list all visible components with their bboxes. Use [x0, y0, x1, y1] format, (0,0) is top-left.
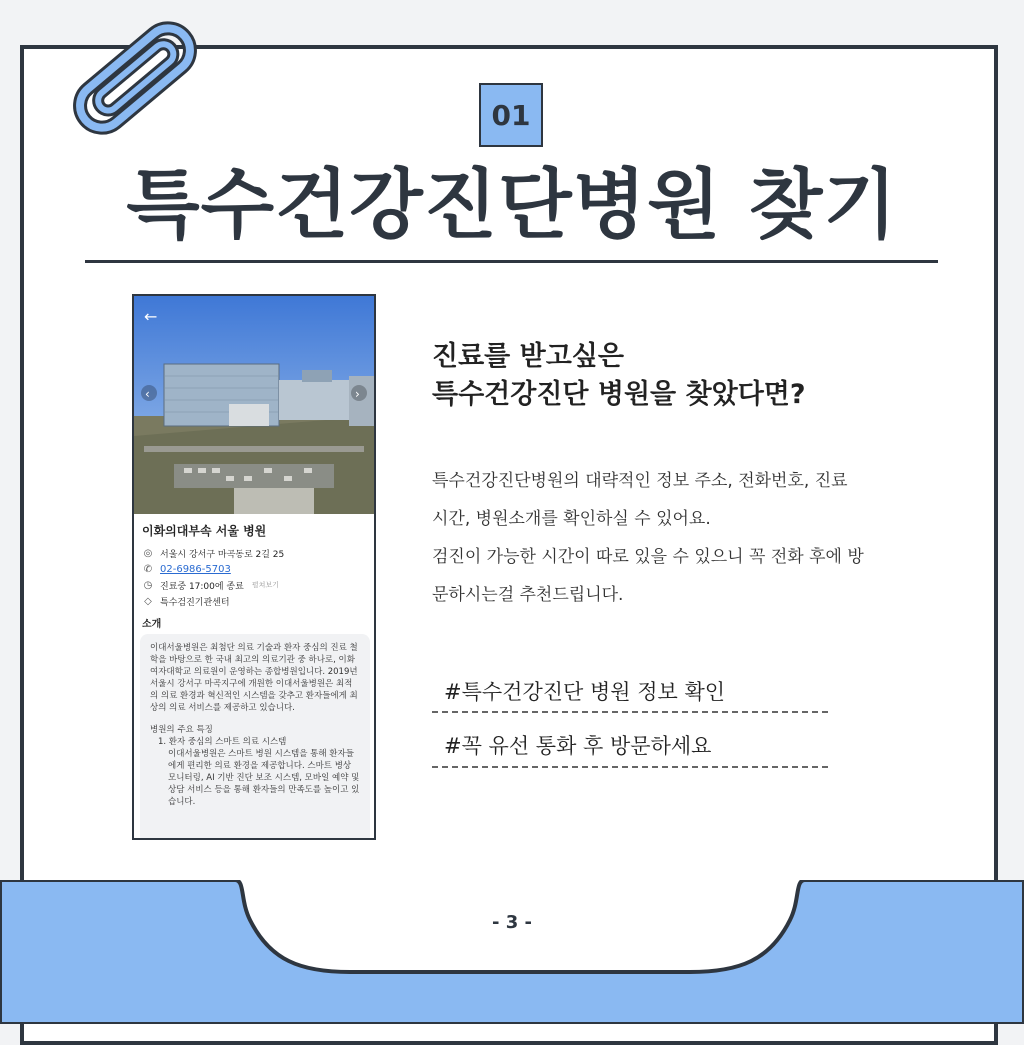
hashtag-1-underline — [432, 711, 828, 713]
hours-row — [142, 577, 370, 593]
page-number: - 3 - — [492, 912, 532, 933]
feature-1-text: 이대서울병원은 스마트 병원 시스템을 통해 환자들에게 편리한 의료 환경을 제공합니다. 스마트 병상 모니터링, AI 기반 진단 보조 시스템, 모바일 예약 및 상담 서비스 등을 통해 환자들의 만족도를 높이고 있습니다. — [168, 749, 360, 807]
paragraph-line-3: 검진이 가능한 시간이 따로 있을 수 있으니 꼭 전화 후에 방 — [432, 547, 864, 567]
svg-text:›: › — [355, 387, 360, 401]
paperclip-icon — [60, 8, 210, 148]
hours-text: 진료중 17:00에 종료 — [160, 581, 244, 592]
intro-heading: 소개 — [142, 619, 162, 630]
section-number-badge: 01 — [479, 83, 543, 147]
clock-icon: ◷ — [143, 579, 153, 591]
heading-line-2: 특수건강진단 병원을 찾았다면? — [432, 379, 806, 410]
feature-1-title: 1. 환자 중심의 스마트 의료 시스템 — [158, 737, 287, 747]
svg-text:‹: ‹ — [145, 387, 150, 401]
paragraph-line-2: 시간, 병원소개를 확인하실 수 있어요. — [432, 509, 711, 529]
features-heading: 병원의 주요 특징 — [150, 725, 213, 735]
hospital-info — [140, 518, 370, 840]
description-paragraph — [432, 462, 952, 614]
page-title: 특수건강진단병원 찾기 — [126, 160, 898, 249]
svg-text:←: ← — [144, 307, 158, 326]
hospital-photo — [134, 296, 374, 514]
paragraph-line-4: 문하시는걸 추천드립니다. — [432, 585, 624, 605]
intro-text: 이대서울병원은 최첨단 의료 기술과 환자 중심의 진료 철학을 바탕으로 한 국내 최고의 의료기관 중 하나로, 이화여자대학교 의료원이 운영하는 종합병원입니다. 2019년 서울시 강서구 마곡지구에 개원한 이대서울병원은 최적의 의료 환경과 혁신적인 시스템을 갖추고 환자들에게 최상의 의료 서비스를 제공하고 있습니다. — [150, 643, 358, 713]
tag-icon: ◇ — [144, 595, 152, 607]
hashtag-2-underline — [432, 766, 828, 768]
phone-screenshot — [132, 294, 376, 840]
section-heading — [432, 338, 806, 414]
heading-line-1: 진료를 받고싶은 — [432, 341, 624, 372]
bottom-band — [0, 880, 1024, 1024]
phone-icon: ✆ — [143, 563, 153, 575]
address-row — [142, 545, 370, 561]
hashtag-2: #꼭 유선 통화 후 방문하세요 — [444, 734, 712, 758]
paragraph-line-1: 특수건강진단병원의 대략적인 정보 주소, 전화번호, 진료 — [432, 471, 848, 491]
hashtag-1: #특수건강진단 병원 정보 확인 — [444, 680, 726, 704]
intro-box — [140, 634, 370, 840]
phone-row[interactable] — [142, 561, 370, 577]
hours-expand-link[interactable]: 펼쳐보기 — [251, 581, 279, 589]
phone-link[interactable]: 02-6986-5703 — [160, 563, 231, 575]
title-divider — [85, 260, 938, 263]
category-text: 특수검진기관센터 — [160, 597, 230, 608]
location-pin-icon: ◎ — [143, 547, 153, 559]
category-row — [142, 593, 370, 609]
address-text: 서울시 강서구 마곡동로 2길 25 — [160, 549, 285, 560]
hospital-name: 이화의대부속 서울 병원 — [142, 524, 267, 538]
